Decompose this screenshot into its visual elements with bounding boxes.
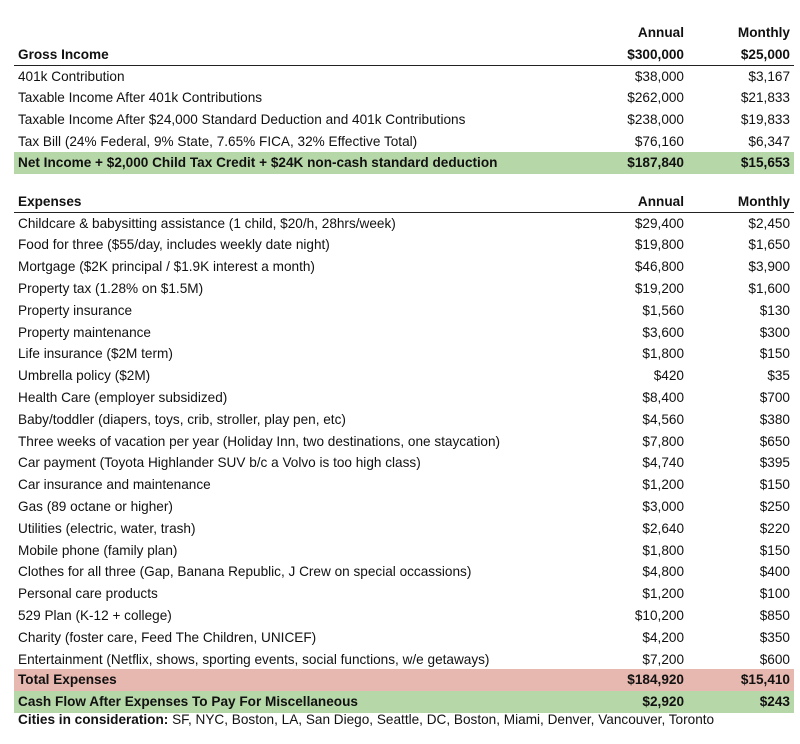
expense-line-item xyxy=(14,322,794,344)
row-label: Gas (89 octane or higher) xyxy=(18,498,173,514)
expense-line-item xyxy=(14,387,794,409)
cashflow-annual: $2,920 xyxy=(642,694,684,709)
row-label: Car payment (Toyota Highlander SUV b/c a Volvo is too high class) xyxy=(18,455,421,471)
row-label: Clothes for all three (Gap, Banana Republic, J Crew on special occassions) xyxy=(18,564,472,580)
row-annual: $3,600 xyxy=(642,324,684,340)
expense-line-item xyxy=(14,496,794,518)
row-monthly: $21,833 xyxy=(740,90,790,106)
row-label: Umbrella policy ($2M) xyxy=(18,368,151,384)
net-income-label: Net Income + $2,000 Child Tax Credit + $24K non-cash standard deduction xyxy=(18,155,498,170)
row-monthly: $220 xyxy=(759,520,790,536)
row-label: Entertainment (Netflix, shows, sporting events, social functions, w/e getaways) xyxy=(18,651,490,667)
gross-income-label: Gross Income xyxy=(18,47,109,62)
expense-line-item xyxy=(14,256,794,278)
row-annual: $29,400 xyxy=(634,215,684,231)
expense-line-item xyxy=(14,540,794,562)
gross-income-annual: $300,000 xyxy=(627,47,684,62)
income-line-item xyxy=(14,109,794,131)
expense-line-item xyxy=(14,605,794,627)
row-monthly: $100 xyxy=(759,586,790,602)
net-income-monthly: $15,653 xyxy=(740,155,790,170)
total-expenses-row xyxy=(14,669,794,691)
net-income-annual: $187,840 xyxy=(627,155,684,170)
total-expenses-monthly: $15,410 xyxy=(740,672,790,687)
row-annual: $8,400 xyxy=(642,389,684,405)
row-annual: $38,000 xyxy=(634,68,684,84)
row-monthly: $19,833 xyxy=(740,112,790,128)
row-annual: $2,640 xyxy=(642,520,684,536)
row-label: Mobile phone (family plan) xyxy=(18,542,178,558)
cashflow-monthly: $243 xyxy=(759,694,790,709)
cashflow-label: Cash Flow After Expenses To Pay For Miscellaneous xyxy=(18,694,358,709)
row-annual: $10,200 xyxy=(634,607,684,623)
row-annual: $238,000 xyxy=(627,112,684,128)
row-annual: $3,000 xyxy=(642,498,684,514)
income-column-header xyxy=(14,22,794,44)
expense-line-item xyxy=(14,431,794,453)
row-annual: $420 xyxy=(653,368,684,384)
row-annual: $1,800 xyxy=(642,346,684,362)
total-expenses-label: Total Expenses xyxy=(18,672,117,687)
row-annual: $1,200 xyxy=(642,586,684,602)
row-label: Three weeks of vacation per year (Holiday Inn, two destinations, one staycation) xyxy=(18,433,501,449)
row-annual: $7,800 xyxy=(642,433,684,449)
row-monthly: $6,347 xyxy=(748,133,790,149)
row-monthly: $3,167 xyxy=(748,68,790,84)
annual-column-header: Annual xyxy=(637,25,684,40)
row-label: Property maintenance xyxy=(18,324,151,340)
row-annual: $4,740 xyxy=(642,455,684,471)
row-annual: $4,560 xyxy=(642,411,684,427)
row-label: Utilities (electric, water, trash) xyxy=(18,520,196,536)
row-monthly: $850 xyxy=(759,607,790,623)
expenses-annual-header: Annual xyxy=(637,194,684,209)
row-annual: $262,000 xyxy=(627,90,684,106)
row-annual: $1,800 xyxy=(642,542,684,558)
row-annual: $7,200 xyxy=(642,651,684,667)
row-label: Taxable Income After 401k Contributions xyxy=(18,90,263,106)
net-income-row xyxy=(14,152,794,174)
expense-line-item xyxy=(14,649,794,671)
expense-line-item xyxy=(14,234,794,256)
row-monthly: $650 xyxy=(759,433,790,449)
row-monthly: $400 xyxy=(759,564,790,580)
expense-line-item xyxy=(14,583,794,605)
row-monthly: $395 xyxy=(759,455,790,471)
expense-line-item xyxy=(14,300,794,322)
expense-line-item xyxy=(14,278,794,300)
row-label: Tax Bill (24% Federal, 9% State, 7.65% FICA, 32% Effective Total) xyxy=(18,133,418,149)
cities-footer xyxy=(18,712,714,727)
row-annual: $4,200 xyxy=(642,629,684,645)
monthly-column-header: Monthly xyxy=(737,25,790,40)
gross-income-row xyxy=(14,44,794,66)
row-label: Baby/toddler (diapers, toys, crib, stroller, play pen, etc) xyxy=(18,411,346,427)
total-expenses-annual: $184,920 xyxy=(627,672,684,687)
row-monthly: $380 xyxy=(759,411,790,427)
row-label: Property insurance xyxy=(18,302,133,318)
cities-label: Cities in consideration: xyxy=(18,712,169,727)
income-line-item xyxy=(14,131,794,153)
row-label: Taxable Income After $24,000 Standard Deduction and 401k Contributions xyxy=(18,112,466,128)
row-label: Health Care (employer subsidized) xyxy=(18,389,228,405)
expense-line-item xyxy=(14,409,794,431)
row-monthly: $350 xyxy=(759,629,790,645)
row-monthly: $2,450 xyxy=(748,215,790,231)
cities-list: SF, NYC, Boston, LA, San Diego, Seattle, DC, Boston, Miami, Denver, Vancouver, Toronto xyxy=(172,712,715,727)
row-label: Food for three ($55/day, includes weekly date night) xyxy=(18,237,330,253)
row-monthly: $35 xyxy=(767,368,790,384)
row-monthly: $600 xyxy=(759,651,790,667)
expense-line-item xyxy=(14,474,794,496)
row-monthly: $150 xyxy=(759,542,790,558)
expense-line-item xyxy=(14,365,794,387)
income-line-item xyxy=(14,66,794,88)
row-annual: $1,560 xyxy=(642,302,684,318)
expenses-header-row xyxy=(14,191,794,213)
expenses-title: Expenses xyxy=(18,194,82,209)
expense-line-item xyxy=(14,343,794,365)
row-label: 401k Contribution xyxy=(18,68,125,84)
row-monthly: $3,900 xyxy=(748,259,790,275)
row-annual: $4,800 xyxy=(642,564,684,580)
cashflow-row xyxy=(14,691,794,713)
row-label: Life insurance ($2M term) xyxy=(18,346,173,362)
row-annual: $1,200 xyxy=(642,477,684,493)
expenses-monthly-header: Monthly xyxy=(737,194,790,209)
expense-line-item xyxy=(14,561,794,583)
row-monthly: $1,650 xyxy=(748,237,790,253)
row-label: 529 Plan (K-12 + college) xyxy=(18,607,172,623)
row-label: Property tax (1.28% on $1.5M) xyxy=(18,280,204,296)
row-monthly: $1,600 xyxy=(748,280,790,296)
income-line-item xyxy=(14,87,794,109)
row-monthly: $150 xyxy=(759,477,790,493)
row-label: Car insurance and maintenance xyxy=(18,477,211,493)
row-label: Charity (foster care, Feed The Children, UNICEF) xyxy=(18,629,317,645)
row-annual: $19,800 xyxy=(634,237,684,253)
row-annual: $46,800 xyxy=(634,259,684,275)
row-monthly: $700 xyxy=(759,389,790,405)
row-annual: $19,200 xyxy=(634,280,684,296)
row-monthly: $300 xyxy=(759,324,790,340)
row-label: Childcare & babysitting assistance (1 child, $20/h, 28hrs/week) xyxy=(18,215,396,231)
row-monthly: $250 xyxy=(759,498,790,514)
row-label: Mortgage ($2K principal / $1.9K interest a month) xyxy=(18,259,315,275)
row-monthly: $150 xyxy=(759,346,790,362)
expense-line-item xyxy=(14,518,794,540)
row-monthly: $130 xyxy=(759,302,790,318)
expense-line-item xyxy=(14,452,794,474)
expense-line-item xyxy=(14,627,794,649)
expense-line-item xyxy=(14,213,794,235)
row-label: Personal care products xyxy=(18,586,158,602)
row-annual: $76,160 xyxy=(634,133,684,149)
gross-income-monthly: $25,000 xyxy=(740,47,790,62)
